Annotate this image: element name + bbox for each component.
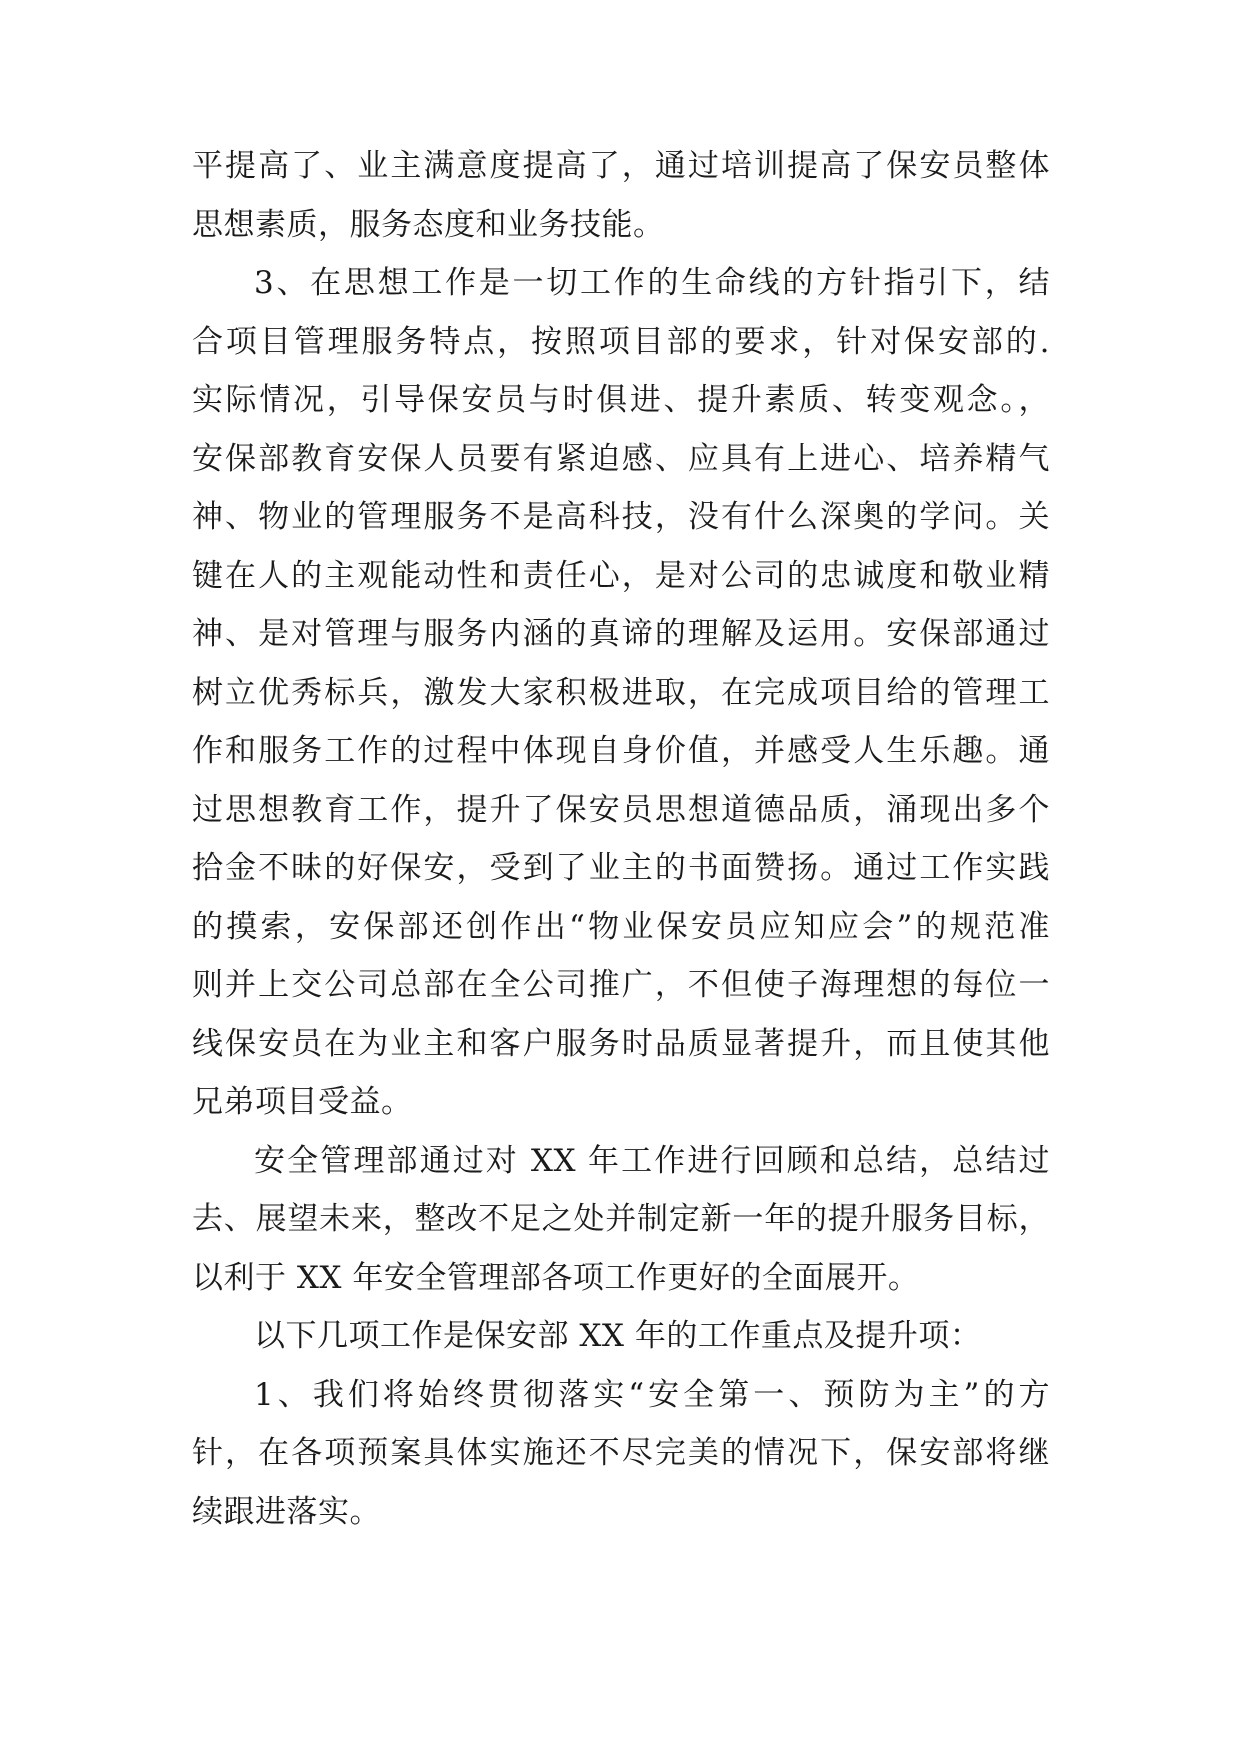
text-line: 合项目管理服务特点，按照项目部的要求，针对保安部的. — [192, 323, 1050, 360]
text-line: 安保部教育安保人员要有紧迫感、应具有上进心、培养精气 — [192, 440, 1050, 477]
text-line: 线保安员在为业主和客户服务时品质显著提升，而且使其他 — [192, 1025, 1050, 1062]
text-line: 思想素质，服务态度和业务技能。 — [192, 206, 665, 243]
text-line: 兄弟项目受益。 — [192, 1084, 413, 1120]
text-line: 以利于 XX 年安全管理部各项工作更好的全面展开。 — [192, 1259, 920, 1296]
text-line: 实际情况，引导保安员与时俱进、提升素质、转变观念。， — [192, 382, 1050, 418]
text-line: 针，在各项预案具体实施还不尽完美的情况下，保安部将继 — [192, 1435, 1050, 1471]
text-line: 拾金不昧的好保安，受到了业主的书面赞扬。通过工作实践 — [192, 850, 1050, 886]
text-line: 树立优秀标兵，激发大家积极进取，在完成项目给的管理工 — [192, 674, 1050, 711]
text-line: 作和服务工作的过程中体现自身价值，并感受人生乐趣。通 — [192, 733, 1050, 769]
text-line: 续跟进落实。 — [192, 1493, 381, 1530]
text-line: 过思想教育工作，提升了保安员思想道德品质，涌现出多个 — [192, 791, 1050, 828]
text-line: 安全管理部通过对 XX 年工作进行回顾和总结，总结过 — [254, 1142, 1050, 1179]
text-line: 平提高了、业主满意度提高了，通过培训提高了保安员整体 — [192, 148, 1050, 184]
text-line: 3、在思想工作是一切工作的生命线的方针指引下，结 — [254, 265, 1050, 301]
text-line: 则并上交公司总部在全公司推广，不但使子海理想的每位一 — [192, 967, 1050, 1003]
text-line: 去、展望未来，整改不足之处并制定新一年的提升服务目标， — [192, 1201, 1050, 1237]
text-line: 神、物业的管理服务不是高科技，没有什么深奥的学问。关 — [192, 499, 1050, 535]
text-line: 以下几项工作是保安部 XX 年的工作重点及提升项： — [254, 1318, 982, 1354]
text-line: 的摸索，安保部还创作出“物业保安员应知应会”的规范准 — [192, 908, 1050, 945]
text-line: 1、我们将始终贯彻落实“安全第一、预防为主”的方 — [254, 1376, 1050, 1413]
document-body — [192, 137, 1050, 1541]
text-line: 键在人的主观能动性和责任心，是对公司的忠诚度和敬业精 — [192, 557, 1050, 594]
text-line: 神、是对管理与服务内涵的真谛的理解及运用。安保部通过 — [192, 616, 1050, 652]
